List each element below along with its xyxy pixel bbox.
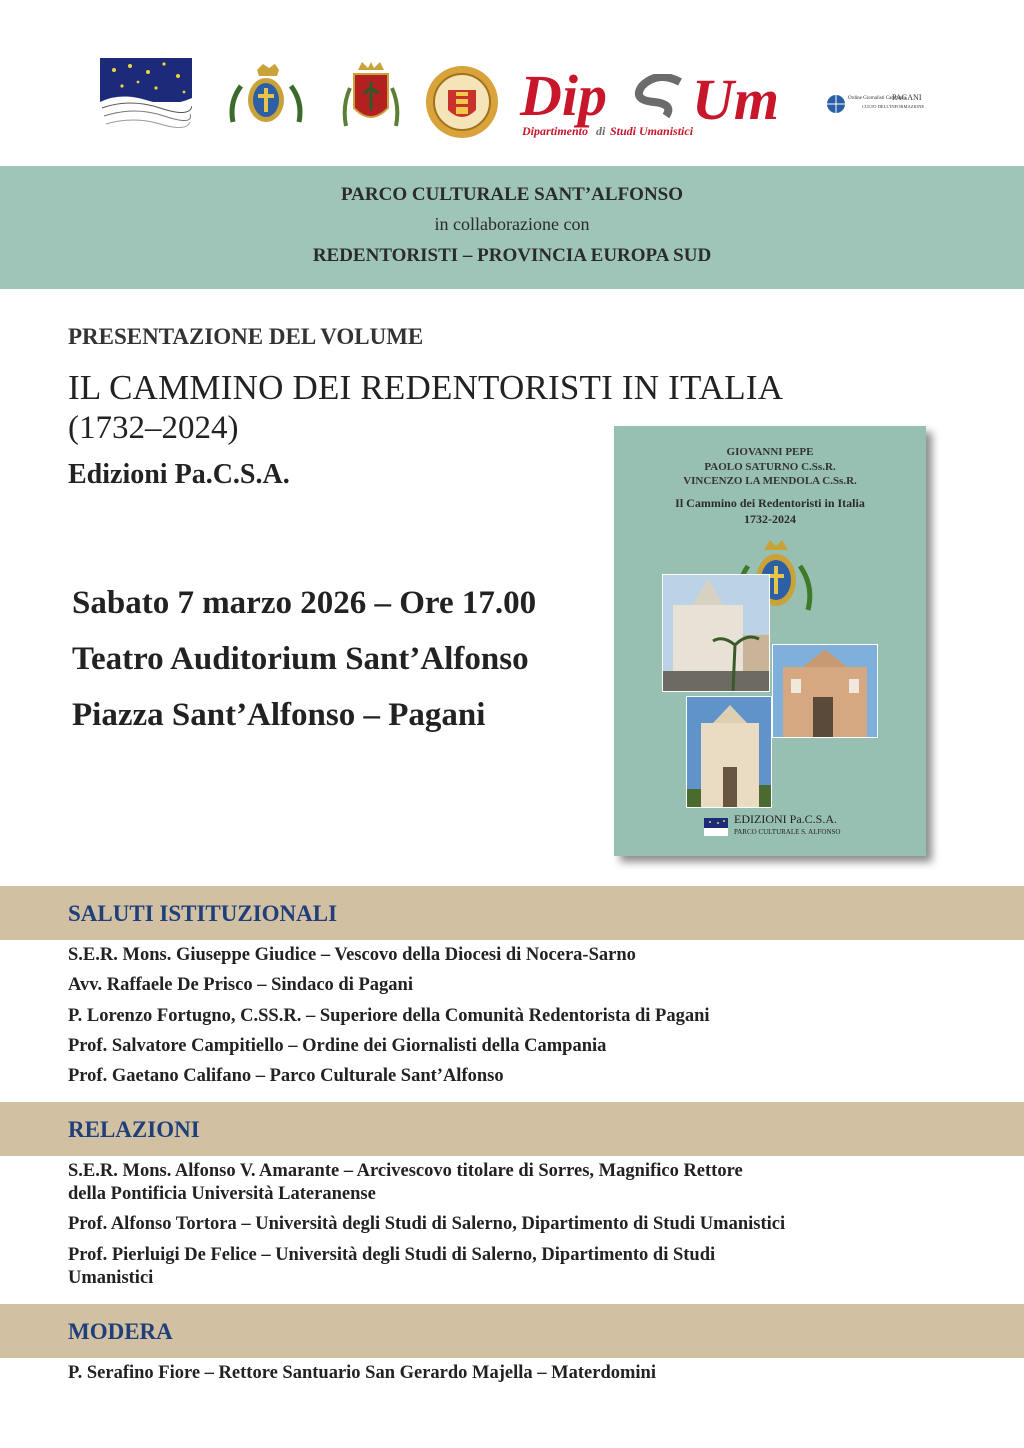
modera-band [0,1304,1024,1358]
ordine-line-1: Ordine Giornalisti Campania [848,96,907,101]
organizer-name: PARCO CULTURALE SANT’ALFONSO [340,184,684,205]
event-venue: Teatro Auditorium Sant’Alfonso [72,641,529,677]
dipsum-subtitle-3: Studi Umanistici [610,124,694,138]
relazioni-band [0,1102,1024,1156]
publisher: Edizioni Pa.C.S.A. [68,459,290,490]
comune-coat-of-arms-icon [340,60,402,136]
header-band [0,166,1024,289]
dipsum-logo [520,63,800,138]
saluti-item: S.E.R. Mons. Giuseppe Giudice – Vescovo della Diocesi di Nocera-Sarno [68,945,636,965]
ordine-line-3: CULTO DELL'INFORMAZIONE [862,104,925,109]
cover-publisher-logo-icon [704,818,728,836]
cover-publisher: EDIZIONI Pa.C.S.A. [734,812,837,826]
cover-park: PARCO CULTURALE S. ALFONSO [734,828,841,836]
partner-name: REDENTORISTI – PROVINCIA EUROPA SUD [312,245,712,266]
presentation-label: PRESENTAZIONE DEL VOLUME [68,324,424,349]
cover-photo-church [772,644,878,738]
event-date-time: Sabato 7 marzo 2026 – Ore 17.00 [72,585,537,621]
relazioni-item: S.E.R. Mons. Alfonso V. Amarante – Arcivescovo titolare di Sorres, Magnifico Rettore [68,1161,743,1181]
book-title: IL CAMMINO DEI REDENTORISTI IN ITALIA [68,368,784,407]
relazioni-heading: RELAZIONI [68,1117,200,1142]
cover-photo-basilica [662,574,770,692]
cover-author-1: GIOVANNI PEPE [726,446,814,458]
cover-years: 1732-2024 [744,512,796,526]
relazioni-item: Prof. Alfonso Tortora – Università degli Studi di Salerno, Dipartimento di Studi Umanistici [68,1214,786,1234]
cover-photo-facade [686,696,772,808]
ordine-globe-icon [826,94,846,114]
modera-heading: MODERA [68,1319,173,1344]
pagani-coat-of-arms-icon [227,62,305,136]
round-seal-icon [423,64,501,140]
dipsum-subtitle-2: di [596,124,606,138]
parco-culturale-logo [100,58,192,132]
saluti-item: Avv. Raffaele De Prisco – Sindaco di Pagani [68,975,413,995]
modera-item: P. Serafino Fiore – Rettore Santuario San Gerardo Majella – Materdomini [68,1363,656,1383]
relazioni-item: Prof. Pierluigi De Felice – Università degli Studi di Salerno, Dipartimento di Studi [68,1245,716,1265]
ordine-line-2: PAGANI [892,93,922,102]
dipsum-dip-text: Dip [520,63,607,128]
saluti-band [0,886,1024,940]
saluti-heading: SALUTI ISTITUZIONALI [68,901,338,926]
relazioni-item-continued: Umanistici [68,1268,154,1288]
cover-author-2: PAOLO SATURNO C.Ss.R. [704,461,836,473]
ordine-giornalisti-logo [826,92,926,122]
cover-title: Il Cammino dei Redentoristi in Italia [675,496,865,510]
relazioni-item-continued: della Pontificia Università Lateranense [68,1184,376,1204]
logo-strip [0,40,1024,160]
event-place: Piazza Sant’Alfonso – Pagani [72,697,486,733]
saluti-item: Prof. Gaetano Califano – Parco Culturale Sant’Alfonso [68,1066,504,1086]
saluti-item: Prof. Salvatore Campitiello – Ordine dei Giornalisti della Campania [68,1036,607,1056]
dipsum-s-mark-icon [628,74,688,118]
cover-author-3: VINCENZO LA MENDOLA C.Ss.R. [683,475,857,487]
book-cover [614,426,926,856]
book-years: (1732–2024) [68,410,239,446]
dipsum-um-text: Um [692,67,779,132]
saluti-item: P. Lorenzo Fortugno, C.SS.R. – Superiore della Comunità Redentorista di Pagani [68,1006,710,1026]
collaboration-text: in collaborazione con [434,214,590,234]
dipsum-subtitle-1: Dipartimento [522,124,589,138]
